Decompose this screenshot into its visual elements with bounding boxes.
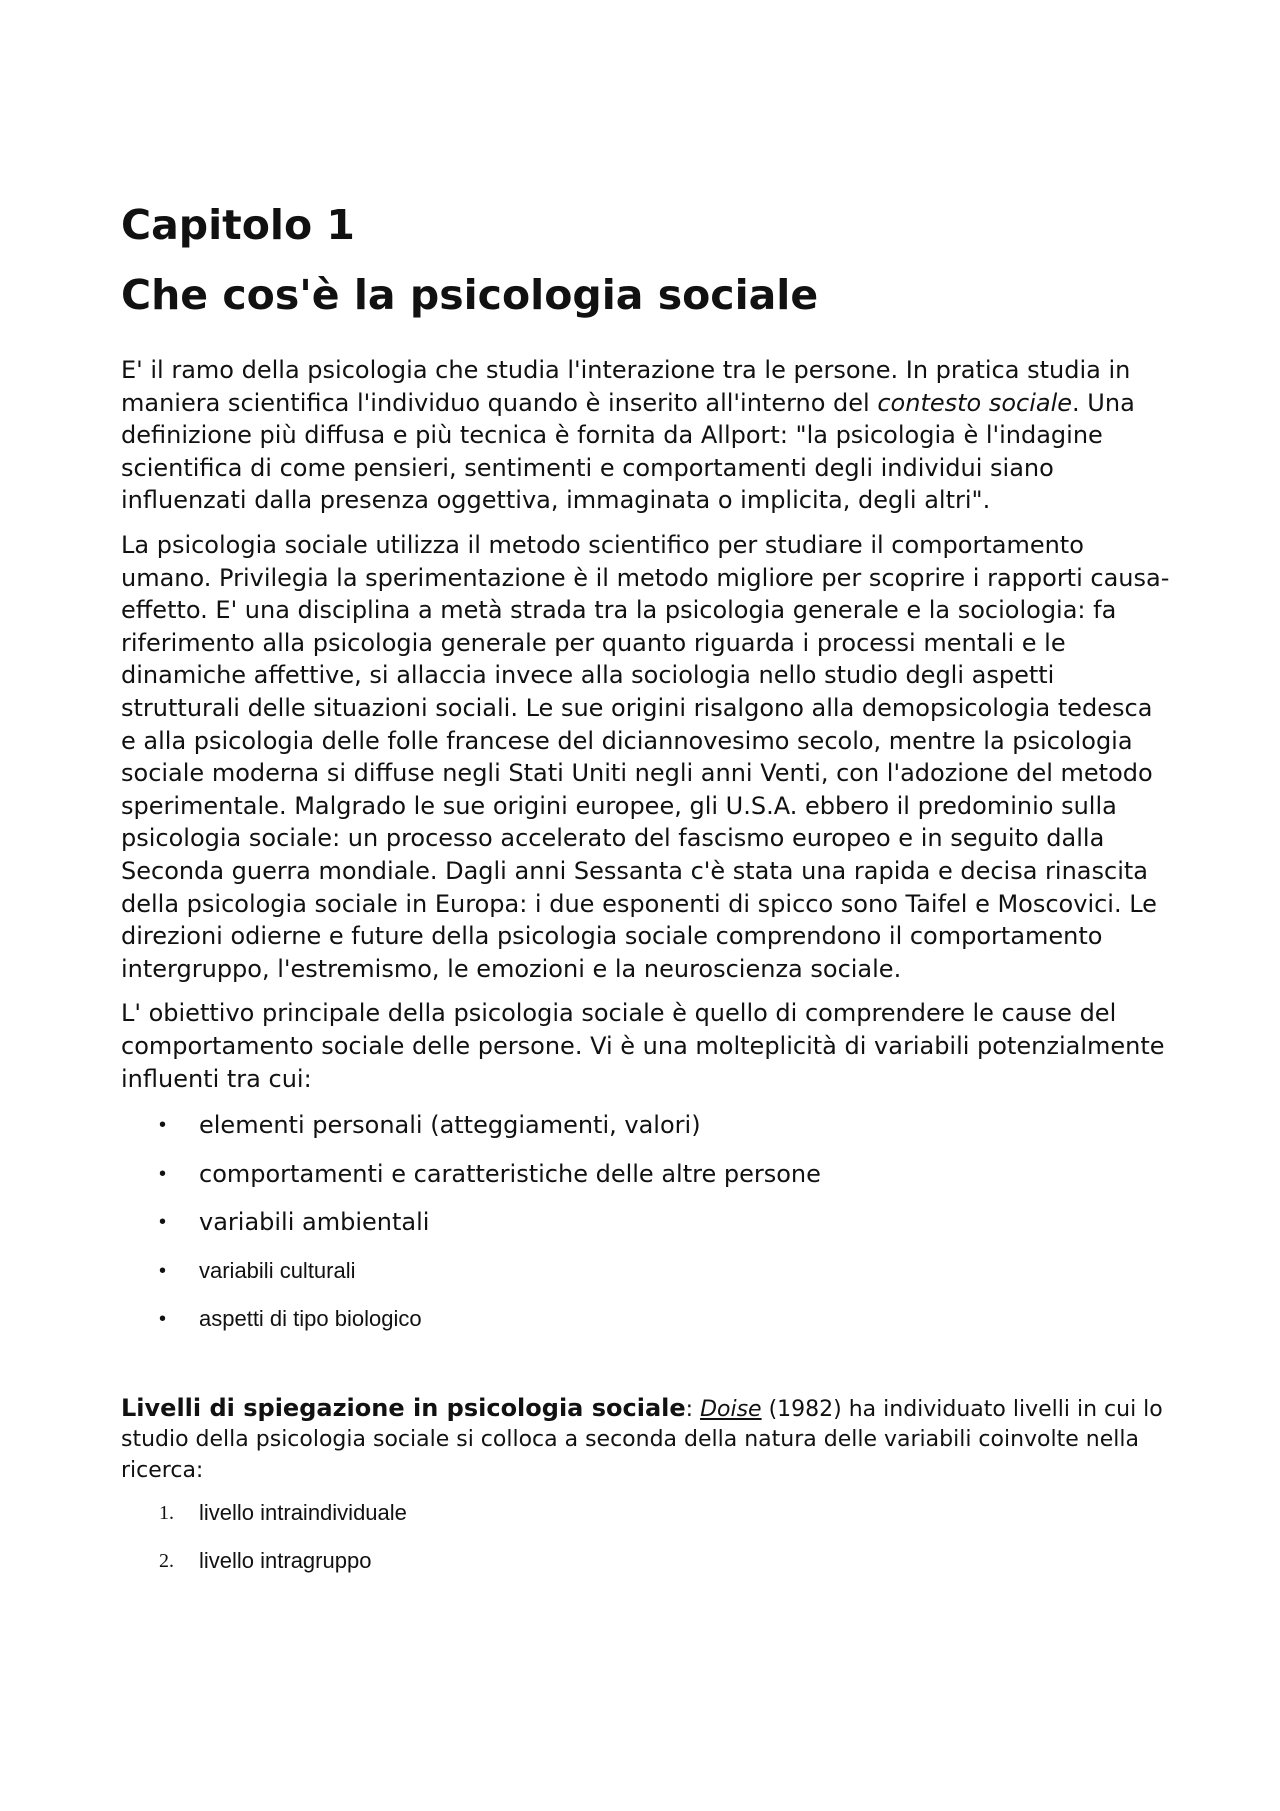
levels-text: (1982) ha individuato livelli in cui lo studio della psicologia sociale si colloca a seconda della natura delle variabili coinvolte nella ricerca: xyxy=(121,1396,1163,1483)
objective-paragraph: L' obiettivo principale della psicologia sociale è quello di comprendere le cause del comportamento sociale delle persone. Vi è una molteplicità di variabili potenzialmente influenti tra cui: xyxy=(121,999,1165,1094)
intro-text-a: E' il ramo della psicologia che studia l'interazione tra le persone. In pratica studia in maniera scientifica l'individuo quando è inserito all'interno del xyxy=(121,356,1131,417)
list-item xyxy=(121,1304,1171,1353)
list-item xyxy=(121,1110,1171,1159)
list-item xyxy=(121,1207,1171,1256)
chapter-number: Capitolo 1 xyxy=(121,201,355,249)
bullet-icon: • xyxy=(159,1211,167,1234)
chapter-title: Che cos'è la psicologia sociale xyxy=(121,271,819,319)
history-paragraph: La psicologia sociale utilizza il metodo scientifico per studiare il comportamento umano. Privilegia la sperimentazione è il metodo migliore per scoprire i rapporti causa-effetto. E' una disciplina a metà strada tra la psicologia generale e la sociologia: fa riferimento alla psicologia generale per quanto riguarda i processi mentali e le dinamiche affettive, si allaccia invece alla sociologia nello studio degli aspetti strutturali delle situazioni sociali. Le sue origini risalgono alla demopsicologia tedesca e alla psicologia delle folle francese del diciannovesimo secolo, mentre la psicologia sociale moderna si diffuse negli Stati Uniti negli anni Venti, con l'adozione del metodo sperimentale. Malgrado le sue origini europee, gli U.S.A. ebbero il predominio sulla psicologia sociale: un processo accelerato del fascismo europeo e in seguito dalla Seconda guerra mondiale. Dagli anni Sessanta c'è stata una rapida e decisa rinascita della psicologia sociale in Europa: i due esponenti di spicco sono Taifel e Moscovici. Le direzioni odierne e future della psicologia sociale comprendono il comportamento intergruppo, l'estremismo, le emozioni e la neuroscienza sociale. xyxy=(121,530,1170,983)
levels-paragraph xyxy=(121,1393,1171,1487)
list-item-label: comportamenti e caratteristiche delle altre persone xyxy=(199,1159,821,1188)
bullet-icon: • xyxy=(159,1308,167,1331)
list-item xyxy=(121,1498,1171,1546)
intro-paragraph xyxy=(121,354,1171,517)
levels-colon: : xyxy=(685,1396,701,1422)
list-item xyxy=(121,1546,1171,1594)
intro-emphasis: contesto sociale xyxy=(877,388,1073,417)
list-item-label: livello intraindividuale xyxy=(199,1500,407,1526)
levels-list xyxy=(121,1498,1171,1594)
list-item-label: livello intragruppo xyxy=(199,1548,372,1574)
bullet-icon: • xyxy=(159,1114,167,1137)
list-item-label: elementi personali (atteggiamenti, valori) xyxy=(199,1111,701,1140)
levels-heading: Livelli di spiegazione in psicologia sociale xyxy=(121,1393,686,1422)
list-item xyxy=(121,1159,1171,1208)
variables-list xyxy=(121,1110,1171,1353)
list-number: 1. xyxy=(159,1502,174,1525)
bullet-icon: • xyxy=(159,1162,167,1185)
list-item-label: aspetti di tipo biologico xyxy=(199,1306,422,1332)
list-item-label: variabili ambientali xyxy=(199,1208,430,1237)
author-reference: Doise xyxy=(700,1396,762,1422)
list-item-label: variabili culturali xyxy=(199,1257,356,1283)
document-page xyxy=(121,190,1171,1594)
list-number: 2. xyxy=(159,1550,174,1573)
bullet-icon: • xyxy=(159,1259,167,1282)
list-item xyxy=(121,1256,1171,1305)
intro-text-b: . Una definizione più diffusa e più tecnica è fornita da Allport: "la psicologia è l'indagine scientifica di come pensieri, sentimenti e comportamenti degli individui siano influenzati dalla presenza oggettiva, immaginata o implicita, degli altri". xyxy=(121,388,1135,515)
